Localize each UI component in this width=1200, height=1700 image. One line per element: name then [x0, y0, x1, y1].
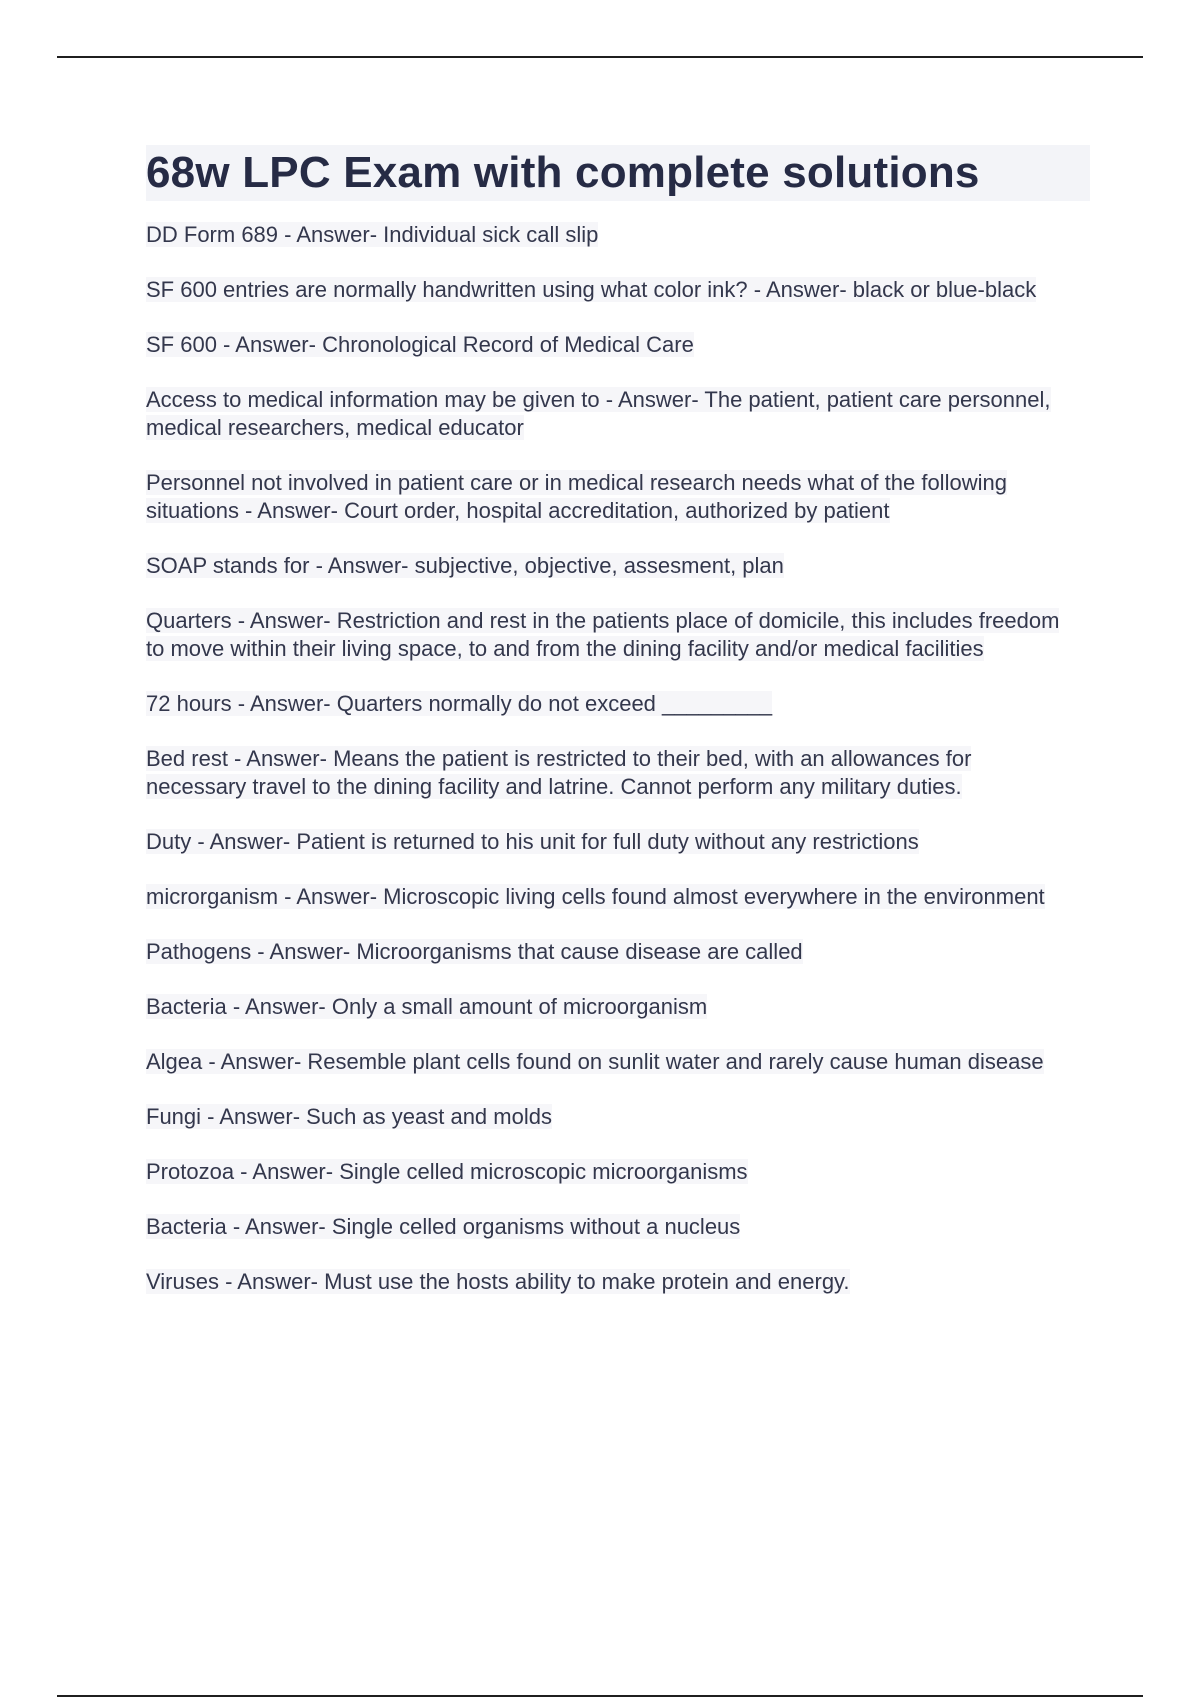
qa-text: SF 600 entries are normally handwritten using what color ink? - Answer- black or blue-black: [146, 277, 1037, 302]
document-body: [146, 145, 1090, 1323]
qa-item: [146, 1213, 1076, 1241]
qa-item: [146, 1268, 1076, 1296]
qa-text: SOAP stands for - Answer- subjective, objective, assesment, plan: [146, 553, 784, 578]
qa-text: Viruses - Answer- Must use the hosts ability to make protein and energy.: [146, 1269, 850, 1294]
qa-text: SF 600 - Answer- Chronological Record of Medical Care: [146, 332, 694, 357]
qa-text: Algea - Answer- Resemble plant cells found on sunlit water and rarely cause human disease: [146, 1049, 1044, 1074]
qa-text: Bed rest - Answer- Means the patient is restricted to their bed, with an allowances for necessary travel to the dining facility and latrine. Cannot perform any military duties.: [146, 746, 972, 799]
qa-text: microrganism - Answer- Microscopic living cells found almost everywhere in the environment: [146, 884, 1045, 909]
qa-text: Pathogens - Answer- Microorganisms that cause disease are called: [146, 939, 803, 964]
qa-item: [146, 469, 1076, 525]
qa-text: DD Form 689 - Answer- Individual sick call slip: [146, 222, 599, 247]
qa-item: [146, 1048, 1076, 1076]
qa-text: 72 hours - Answer- Quarters normally do not exceed _________: [146, 691, 773, 716]
qa-item: [146, 221, 1076, 249]
bottom-divider: [57, 1695, 1143, 1697]
qa-item: [146, 993, 1076, 1021]
qa-item: [146, 331, 1076, 359]
qa-item: [146, 607, 1076, 663]
qa-text: Fungi - Answer- Such as yeast and molds: [146, 1104, 552, 1129]
top-divider: [57, 56, 1143, 58]
qa-item: [146, 276, 1076, 304]
qa-item: [146, 745, 1076, 801]
qa-item: [146, 690, 1076, 718]
qa-text: Protozoa - Answer- Single celled microscopic microorganisms: [146, 1159, 748, 1184]
qa-text: Personnel not involved in patient care or in medical research needs what of the following situations - Answer- Court order, hospital accreditation, authorized by patient: [146, 470, 1007, 523]
qa-text: Access to medical information may be given to - Answer- The patient, patient care personnel, medical researchers, medical educator: [146, 387, 1051, 440]
qa-item: [146, 386, 1076, 442]
qa-text: Quarters - Answer- Restriction and rest in the patients place of domicile, this includes freedom to move within their living space, to and from the dining facility and/or medical facilities: [146, 608, 1060, 661]
document-title: 68w LPC Exam with complete solutions: [146, 145, 1090, 201]
qa-item: [146, 1158, 1076, 1186]
qa-text: Bacteria - Answer- Only a small amount of microorganism: [146, 994, 708, 1019]
qa-text: Duty - Answer- Patient is returned to his unit for full duty without any restrictions: [146, 829, 919, 854]
qa-item: [146, 1103, 1076, 1131]
qa-item: [146, 828, 1076, 856]
qa-item: [146, 552, 1076, 580]
qa-item: [146, 938, 1076, 966]
qa-item: [146, 883, 1076, 911]
qa-list: [146, 221, 1090, 1296]
qa-text: Bacteria - Answer- Single celled organisms without a nucleus: [146, 1214, 741, 1239]
